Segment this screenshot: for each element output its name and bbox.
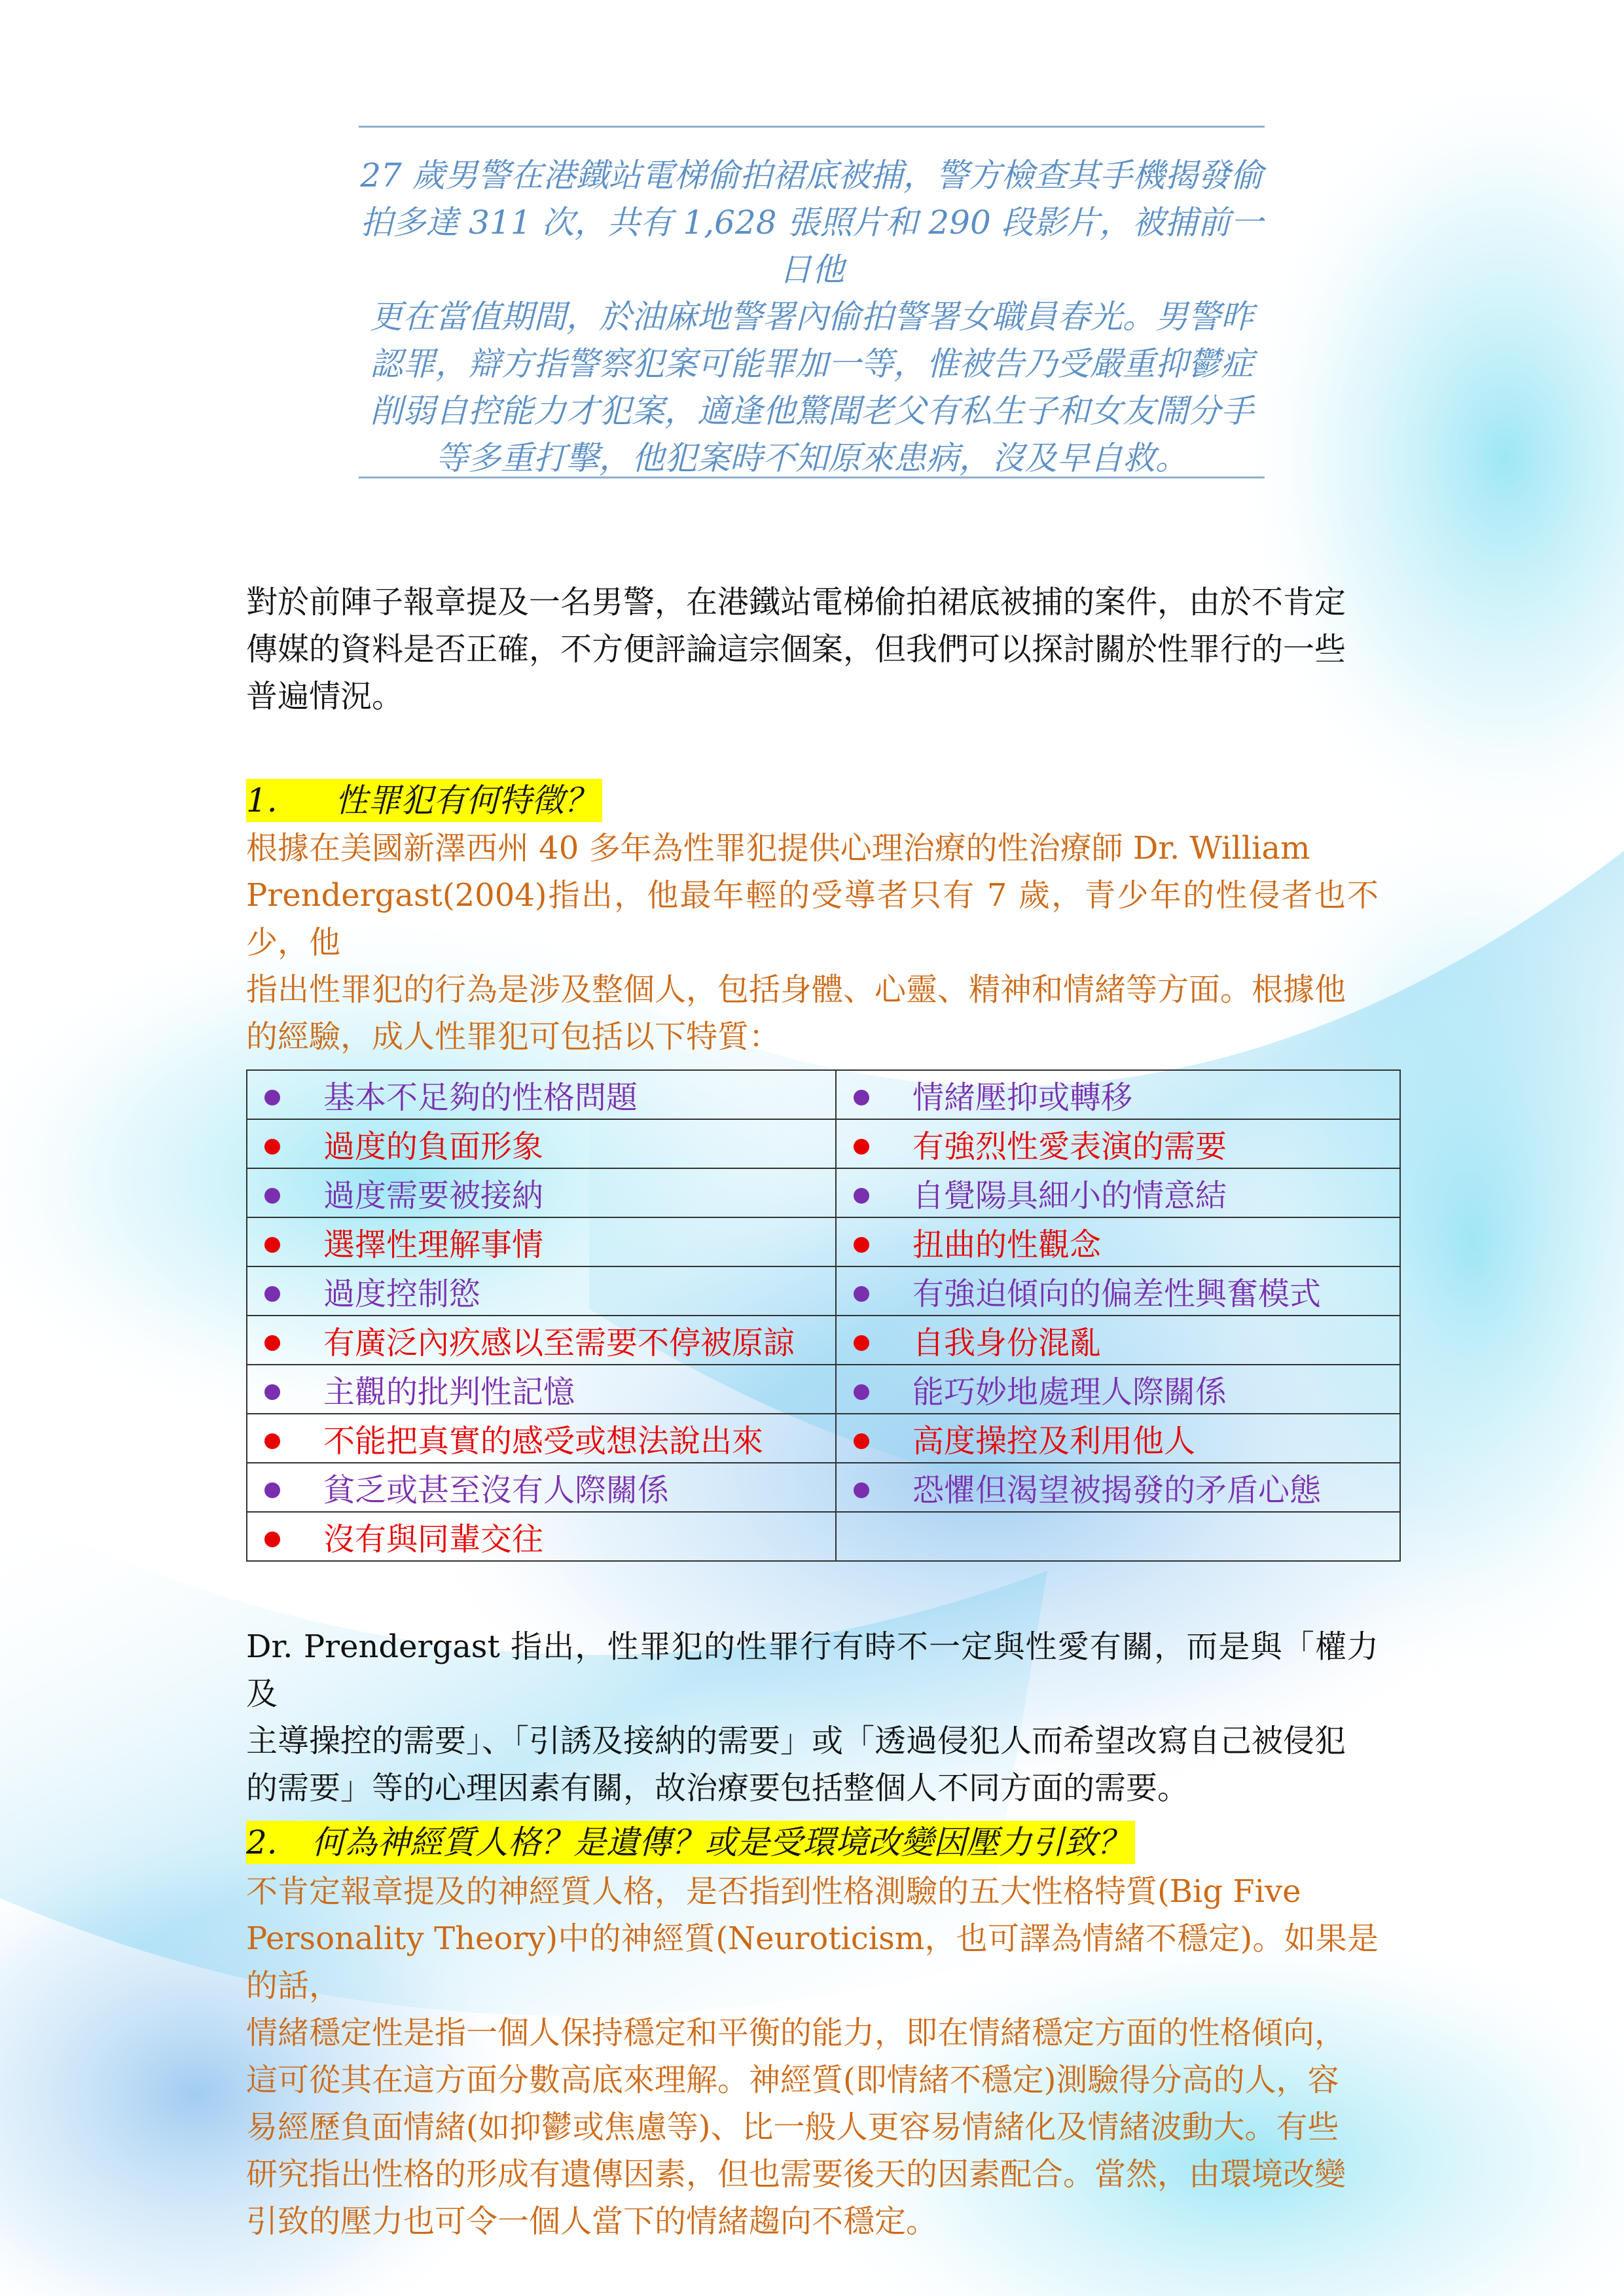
quote-line: 拍多達 311 次，共有 1,628 張照片和 290 段影片，被捕前一日他 [360,204,1263,289]
quote-line: 等多重打擊，他犯案時不知原來患病，沒及早自救。 [435,439,1188,477]
paragraph-line: 普遍情況。 [246,678,404,715]
quote-line: 認罪，辯方指警察犯案可能罪加一等，惟被告乃受嚴重抑鬱症 [370,345,1254,383]
trait-text: 過度需要被接納 [323,1177,544,1214]
section2-title: 何為神經質人格？是遺傳？或是受環境改變因壓力引致？ [312,1823,1130,1861]
bullet-icon [264,1482,280,1498]
paragraph-line: Prendergast(2004)指出，他最年輕的受導者只有 7 歲，青少年的性侵者也不少，他 [246,877,1379,961]
paragraph-line: 指出性罪犯的行為是涉及整個人，包括身體、心靈、精神和情緒等方面。根據他 [246,971,1346,1008]
trait-cell [247,1365,836,1414]
trait-text: 有強迫傾向的偏差性興奮模式 [912,1276,1322,1312]
trait-cell [247,1266,836,1316]
trait-cell [836,1316,1400,1365]
traits-table [246,1069,1401,1562]
empty-cell [836,1512,1400,1561]
intro-paragraph [246,579,1379,720]
paragraph-line: 的需要」等的心理因素有關，故治療要包括整個人不同方面的需要。 [246,1770,1189,1806]
bullet-icon [854,1482,869,1498]
trait-text: 扭曲的性觀念 [912,1227,1102,1263]
bullet-icon [854,1188,869,1204]
trait-text: 選擇性理解事情 [323,1227,544,1263]
table-row [247,1512,1400,1561]
bullet-icon [264,1532,280,1547]
paragraph-line: 引致的壓力也可令一個人當下的情緒趨向不穩定。 [246,2203,938,2240]
trait-text: 自我身份混亂 [912,1325,1102,1361]
quote-top-rule [359,126,1265,128]
paragraph-line: 傳媒的資料是否正確，不方便評論這宗個案，但我們可以探討關於性罪行的一些 [246,631,1346,668]
trait-cell [836,1070,1400,1119]
paragraph-line: 這可從其在這方面分數高底來理解。神經質(即情緒不穩定)測驗得分高的人，容 [246,2062,1339,2098]
trait-text: 有廣泛內疚感以至需要不停被原諒 [323,1325,795,1361]
trait-cell [247,1119,836,1168]
trait-text: 情緒壓抑或轉移 [912,1079,1133,1116]
trait-text: 能巧妙地處理人際關係 [912,1374,1227,1410]
section1-heading [246,779,602,822]
bullet-icon [854,1384,869,1400]
trait-text: 貧乏或甚至沒有人際關係 [323,1472,670,1509]
bullet-icon [854,1090,869,1105]
bullet-icon [854,1139,869,1155]
quote-line: 27 歲男警在港鐵站電梯偷拍裙底被捕，警方檢查其手機揭發偷 [360,156,1263,194]
prendergast-paragraph [246,1623,1379,1812]
news-quote [359,152,1265,482]
paragraph-line: 的經驗，成人性罪犯可包括以下特質： [246,1018,781,1055]
table-row [247,1168,1400,1217]
trait-cell [247,1168,836,1217]
table-row [247,1414,1400,1463]
trait-text: 高度操控及利用他人 [912,1423,1196,1460]
bullet-icon [264,1286,280,1302]
bullet-icon [854,1286,869,1302]
section2-heading [246,1821,1135,1864]
trait-cell [247,1217,836,1266]
section1-number: 1. [246,781,278,819]
bullet-icon [854,1335,869,1351]
trait-cell [247,1512,836,1561]
quote-line: 削弱自控能力才犯案，適逢他驚聞老父有私生子和女友鬧分手 [370,392,1254,430]
trait-text: 不能把真實的感受或想法說出來 [323,1423,764,1460]
paragraph-line: 易經歷負面情緒(如抑鬱或焦慮等)、比一般人更容易情緒化及情緒波動大。有些 [246,2109,1339,2145]
trait-cell [247,1463,836,1512]
paragraph-line: 研究指出性格的形成有遺傳因素，但也需要後天的因素配合。當然，由環境改變 [246,2156,1346,2193]
paragraph-line: Dr. Prendergast 指出，性罪犯的性罪行有時不一定與性愛有關，而是與「權力及 [246,1628,1379,1712]
trait-text: 沒有與同輩交往 [323,1521,544,1558]
section2-number: 2. [246,1823,278,1861]
paragraph-line: 對於前陣子報章提及一名男警，在港鐵站電梯偷拍裙底被捕的案件，由於不肯定 [246,584,1346,620]
trait-cell [836,1217,1400,1266]
trait-text: 主觀的批判性記憶 [323,1374,575,1410]
trait-cell [836,1463,1400,1512]
section1-title: 性罪犯有何特徵？ [335,781,597,819]
bullet-icon [264,1090,280,1105]
trait-cell [247,1414,836,1463]
paragraph-line: 主導操控的需要」、「引誘及接納的需要」或「透過侵犯人而希望改寫自己被侵犯 [246,1723,1346,1759]
bullet-icon [264,1237,280,1253]
quote-bottom-rule [359,476,1265,478]
paragraph-line: 不肯定報章提及的神經質人格，是否指到性格測驗的五大性格特質(Big Five [246,1873,1301,1910]
table-row [247,1217,1400,1266]
section1-paragraph [246,825,1379,1060]
section2-paragraph [246,1868,1379,2245]
trait-text: 有強烈性愛表演的需要 [912,1128,1227,1165]
bullet-icon [264,1433,280,1449]
table-row [247,1266,1400,1316]
table-row [247,1119,1400,1168]
bullet-icon [854,1237,869,1253]
trait-cell [836,1365,1400,1414]
trait-text: 過度控制慾 [323,1276,481,1312]
table-row [247,1070,1400,1119]
quote-line: 更在當值期間，於油麻地警署內偷拍警署女職員春光。男警昨 [370,298,1254,336]
trait-cell [836,1414,1400,1463]
bullet-icon [264,1335,280,1351]
bullet-icon [264,1384,280,1400]
trait-text: 基本不足夠的性格問題 [323,1079,638,1116]
trait-cell [247,1070,836,1119]
bullet-icon [264,1188,280,1204]
trait-text: 自覺陽具細小的情意結 [912,1177,1227,1214]
bullet-icon [854,1433,869,1449]
paragraph-line: 根據在美國新澤西州 40 多年為性罪犯提供心理治療的性治療師 Dr. William [246,830,1310,867]
paragraph-line: 情緒穩定性是指一個人保持穩定和平衡的能力，即在情緒穩定方面的性格傾向， [246,2015,1346,2051]
trait-cell [836,1168,1400,1217]
bullet-icon [264,1139,280,1155]
table-row [247,1365,1400,1414]
paragraph-line: Personality Theory)中的神經質(Neuroticism，也可譯為情緒不穩定)。如果是的話， [246,1920,1379,2004]
table-row [247,1316,1400,1365]
trait-text: 恐懼但渴望被揭發的矛盾心態 [912,1472,1322,1509]
trait-cell [836,1266,1400,1316]
table-row [247,1463,1400,1512]
trait-cell [836,1119,1400,1168]
trait-text: 過度的負面形象 [323,1128,544,1165]
trait-cell [247,1316,836,1365]
